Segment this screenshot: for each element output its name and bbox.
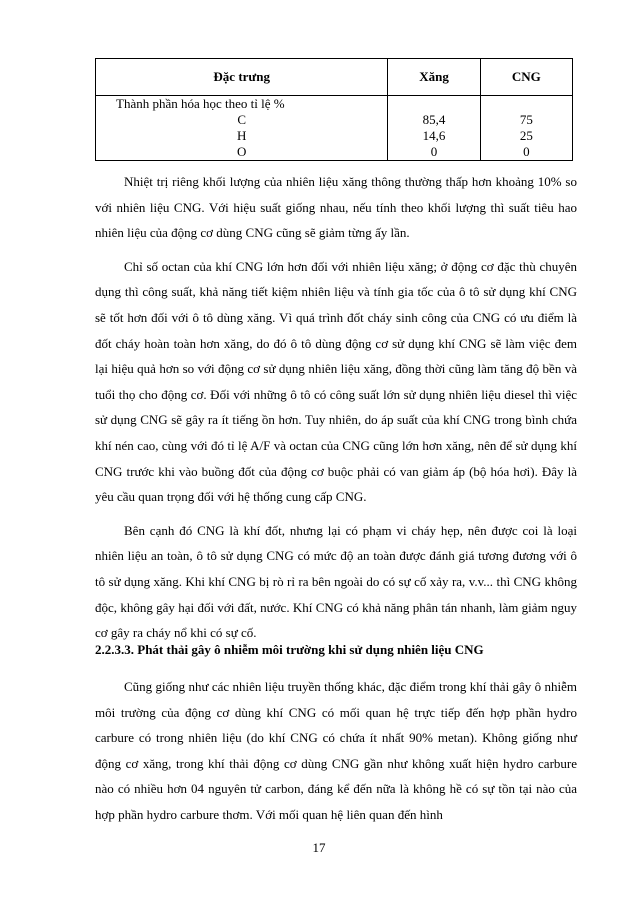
cng-c: 75 [519,112,533,127]
header-characteristic: Đặc trưng [96,59,388,96]
element-c: C [237,112,247,127]
header-gasoline: Xăng [388,59,480,96]
body-text [95,169,577,646]
fuel-composition-table [95,58,573,161]
element-h: H [236,128,247,143]
table-body-row [96,96,573,161]
cng-values-cell [480,96,572,161]
gasoline-c: 85,4 [422,112,446,127]
gasoline-o: 0 [430,144,438,159]
table-header-row [96,59,573,96]
section-body [95,674,577,828]
paragraph-heating-value: Nhiệt trị riêng khối lượng của nhiên liệu xăng thông thường thấp hơn khoảng 10% so với nhiên liệu CNG. Với hiệu suất giống nhau, nếu tính theo khối lượng thì suất tiêu hao nhiên liệu của động cơ dùng CNG cũng sẽ giảm từng ấy lần. [95,174,577,241]
page-number: 17 [312,840,326,855]
paragraph-octane: Chỉ số octan của khí CNG lớn hơn đối với nhiên liệu xăng; ở động cơ đặc thù chuyên dụng thì công suất, khả năng tiết kiệm nhiên liệu và tính gia tốc của ô tô sử dụng khí CNG sẽ tốt hơn đối với ô tô dùng xăng. Vì quá trình đốt cháy sinh công của CNG có ưu điểm là đốt cháy hoàn toàn hơn xăng, do đó ô tô dùng động cơ sử dụng khí CNG sẽ làm việc đem lại hiệu quả hơn so với động cơ sử dụng nhiên liệu xăng, đồng thời cũng làm tăng độ bền và tuổi thọ cho động cơ. Đối với những ô tô có công suất lớn sử dụng nhiên liệu diesel thì việc sử dụng CNG sẽ gây ra ít tiếng ồn hơn. Tuy nhiên, do áp suất của khí CNG trong bình chứa khí nén cao, cùng với đó tỉ lệ A/F và octan của CNG cũng lớn hơn xăng, nên để sử dụng khí CNG trước khi vào buồng đốt của động cơ buộc phải có van giảm áp (bộ hóa hơi). Đây là yêu cầu quan trọng đối với hệ thống cung cấp CNG. [95,258,577,505]
paragraph-safety: Bên cạnh đó CNG là khí đốt, nhưng lại có phạm vi cháy hẹp, nên được coi là loại nhiên liệu an toàn, ô tô sử dụng CNG có mức độ an toàn được đánh giá tương đương với ô tô sử dụng xăng. Khi khí CNG bị rò rỉ ra bên ngoài do có sự cố xảy ra, v.v... thì CNG không độc, không gây hại đối với đất, nước. Khí CNG có khả năng phân tán nhanh, làm giảm nguy cơ gây ra cháy nổ khi có sự cố. [95,522,577,641]
section-heading: 2.2.3.3. Phát thải gây ô nhiễm môi trường khi sử dụng nhiên liệu CNG [95,642,484,657]
gasoline-values-cell [388,96,480,161]
header-cng: CNG [480,59,572,96]
cng-h: 25 [519,128,533,143]
composition-cell [96,96,388,161]
composition-label: Thành phần hóa học theo tỉ lệ % [116,96,285,111]
element-o: O [236,144,247,159]
gasoline-h: 14,6 [422,128,446,143]
paragraph-emissions: Cũng giống như các nhiên liệu truyền thống khác, đặc điểm trong khí thải gây ô nhiễm môi trường của động cơ dùng khí CNG có mối quan hệ trực tiếp đến hợp phần hydro carbure có trong nhiên liệu (do khí CNG có chứa ít nhất 90% metan). Không giống như động cơ xăng, trong khí thải động cơ dùng CNG gần như không xuất hiện hydro carbure nào có nhiều hơn 04 nguyên tử carbon, đáng kể đến nữa là không hề có sự tồn tại nào của hợp phần hydro carbure thơm. Với mối quan hệ liên quan đến hình [95,679,577,822]
cng-o: 0 [523,144,530,159]
